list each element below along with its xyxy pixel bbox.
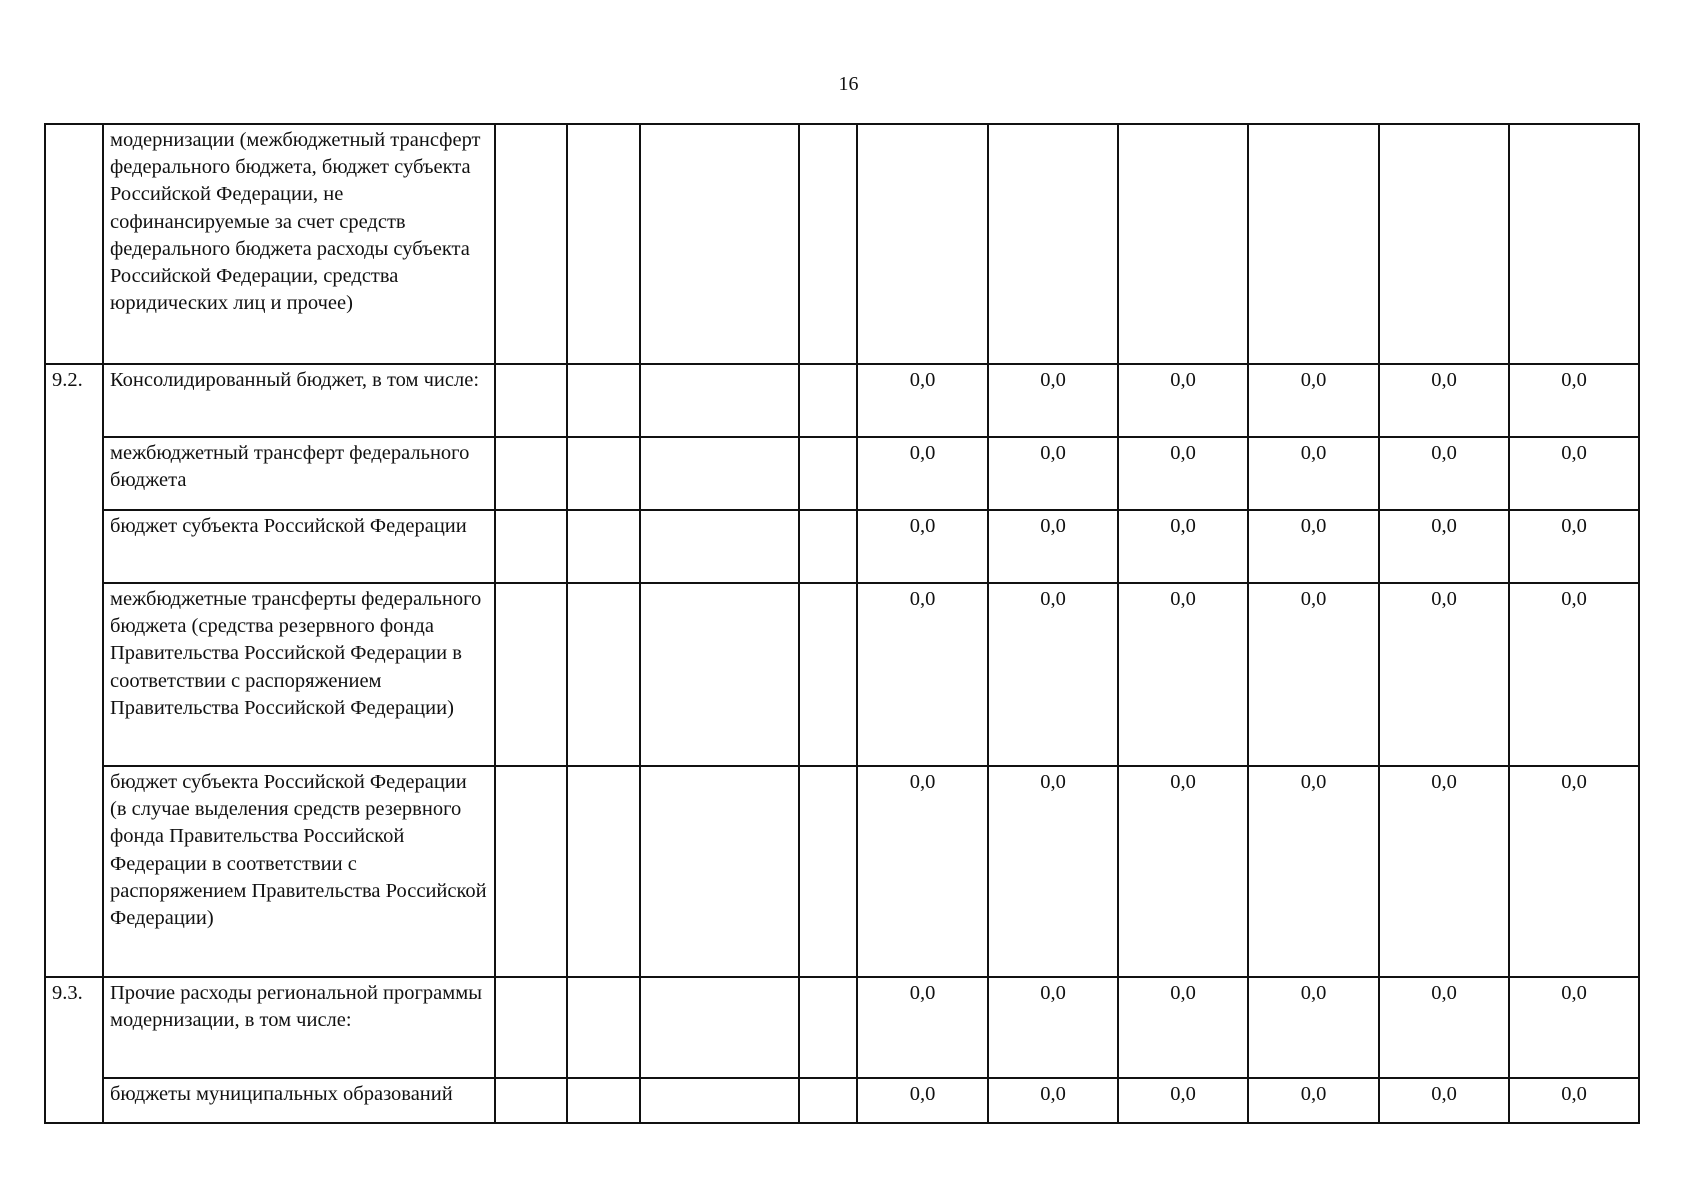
- table-row: [45, 124, 1639, 364]
- value-cell: 0,0: [1248, 437, 1379, 510]
- value-cell: 0,0: [1509, 583, 1639, 766]
- value-cell: 0,0: [1379, 510, 1509, 583]
- empty-cell: [799, 1078, 857, 1123]
- value-cell: 0,0: [857, 977, 988, 1078]
- value-cell: 0,0: [1248, 510, 1379, 583]
- empty-cell: [567, 124, 640, 364]
- row-number-cell: 9.2.: [45, 364, 103, 977]
- row-label-cell: межбюджетный трансферт федерального бюджета: [103, 437, 495, 510]
- value-cell: 0,0: [1118, 364, 1248, 437]
- value-cell: 0,0: [857, 510, 988, 583]
- value-cell: 0,0: [988, 977, 1118, 1078]
- empty-cell: [640, 124, 799, 364]
- value-cell: 0,0: [1118, 1078, 1248, 1123]
- value-cell: 0,0: [1379, 977, 1509, 1078]
- value-cell: 0,0: [857, 766, 988, 977]
- budget-table: [44, 123, 1640, 1124]
- value-cell: 0,0: [1118, 977, 1248, 1078]
- row-label-cell: модернизации (межбюджетный трансферт федерального бюджета, бюджет субъекта Российской Федерации, не софинансируемые за счет средств федерального бюджета расходы субъекта Российской Федерации, средства юридических лиц и прочее): [103, 124, 495, 364]
- page-number: 16: [838, 73, 859, 95]
- value-cell: 0,0: [1509, 1078, 1639, 1123]
- table-row: [45, 583, 1639, 766]
- empty-cell: [567, 977, 640, 1078]
- value-cell: 0,0: [857, 1078, 988, 1123]
- table-row: [45, 766, 1639, 977]
- empty-cell: [799, 583, 857, 766]
- value-cell: [988, 124, 1118, 364]
- empty-cell: [495, 1078, 567, 1123]
- row-label-cell: бюджеты муниципальных образований: [103, 1078, 495, 1123]
- row-label-cell: Консолидированный бюджет, в том числе:: [103, 364, 495, 437]
- empty-cell: [495, 583, 567, 766]
- value-cell: 0,0: [1248, 583, 1379, 766]
- value-cell: 0,0: [988, 437, 1118, 510]
- value-cell: 0,0: [988, 364, 1118, 437]
- value-cell: 0,0: [857, 364, 988, 437]
- empty-cell: [799, 977, 857, 1078]
- value-cell: 0,0: [1118, 766, 1248, 977]
- empty-cell: [495, 124, 567, 364]
- table-row: [45, 510, 1639, 583]
- empty-cell: [799, 510, 857, 583]
- value-cell: [857, 124, 988, 364]
- row-label-cell: Прочие расходы региональной программы модернизации, в том числе:: [103, 977, 495, 1078]
- empty-cell: [495, 510, 567, 583]
- value-cell: 0,0: [1248, 1078, 1379, 1123]
- empty-cell: [495, 766, 567, 977]
- table-row: [45, 1078, 1639, 1123]
- row-label-cell: бюджет субъекта Российской Федерации: [103, 510, 495, 583]
- value-cell: 0,0: [1509, 977, 1639, 1078]
- table-row: [45, 364, 1639, 437]
- empty-cell: [495, 977, 567, 1078]
- table-row: [45, 977, 1639, 1078]
- value-cell: 0,0: [1248, 766, 1379, 977]
- empty-cell: [640, 977, 799, 1078]
- value-cell: 0,0: [857, 437, 988, 510]
- value-cell: 0,0: [988, 766, 1118, 977]
- value-cell: 0,0: [1509, 364, 1639, 437]
- row-number-cell: 9.3.: [45, 977, 103, 1123]
- empty-cell: [495, 364, 567, 437]
- empty-cell: [495, 437, 567, 510]
- value-cell: 0,0: [1118, 510, 1248, 583]
- row-label-cell: межбюджетные трансферты федерального бюджета (средства резервного фонда Правительства Российской Федерации в соответствии с распоряжением Правительства Российской Федерации): [103, 583, 495, 766]
- value-cell: [1379, 124, 1509, 364]
- empty-cell: [640, 437, 799, 510]
- empty-cell: [567, 1078, 640, 1123]
- value-cell: 0,0: [1248, 977, 1379, 1078]
- empty-cell: [567, 364, 640, 437]
- value-cell: 0,0: [1509, 766, 1639, 977]
- value-cell: 0,0: [1509, 510, 1639, 583]
- value-cell: 0,0: [1509, 437, 1639, 510]
- empty-cell: [799, 364, 857, 437]
- empty-cell: [640, 583, 799, 766]
- value-cell: 0,0: [988, 583, 1118, 766]
- value-cell: 0,0: [1379, 1078, 1509, 1123]
- value-cell: [1509, 124, 1639, 364]
- value-cell: 0,0: [1118, 583, 1248, 766]
- value-cell: 0,0: [988, 1078, 1118, 1123]
- empty-cell: [799, 766, 857, 977]
- value-cell: 0,0: [1379, 364, 1509, 437]
- empty-cell: [640, 364, 799, 437]
- value-cell: [1118, 124, 1248, 364]
- empty-cell: [567, 510, 640, 583]
- value-cell: 0,0: [1379, 583, 1509, 766]
- row-number-cell: [45, 124, 103, 364]
- empty-cell: [567, 766, 640, 977]
- value-cell: [1248, 124, 1379, 364]
- value-cell: 0,0: [1379, 437, 1509, 510]
- table-row: [45, 437, 1639, 510]
- value-cell: 0,0: [988, 510, 1118, 583]
- row-label-cell: бюджет субъекта Российской Федерации (в случае выделения средств резервного фонда Правительства Российской Федерации в соответствии с распоряжением Правительства Российской Федерации): [103, 766, 495, 977]
- value-cell: 0,0: [1118, 437, 1248, 510]
- value-cell: 0,0: [1248, 364, 1379, 437]
- empty-cell: [567, 437, 640, 510]
- empty-cell: [640, 1078, 799, 1123]
- empty-cell: [567, 583, 640, 766]
- value-cell: 0,0: [1379, 766, 1509, 977]
- value-cell: 0,0: [857, 583, 988, 766]
- empty-cell: [640, 510, 799, 583]
- empty-cell: [799, 124, 857, 364]
- empty-cell: [640, 766, 799, 977]
- empty-cell: [799, 437, 857, 510]
